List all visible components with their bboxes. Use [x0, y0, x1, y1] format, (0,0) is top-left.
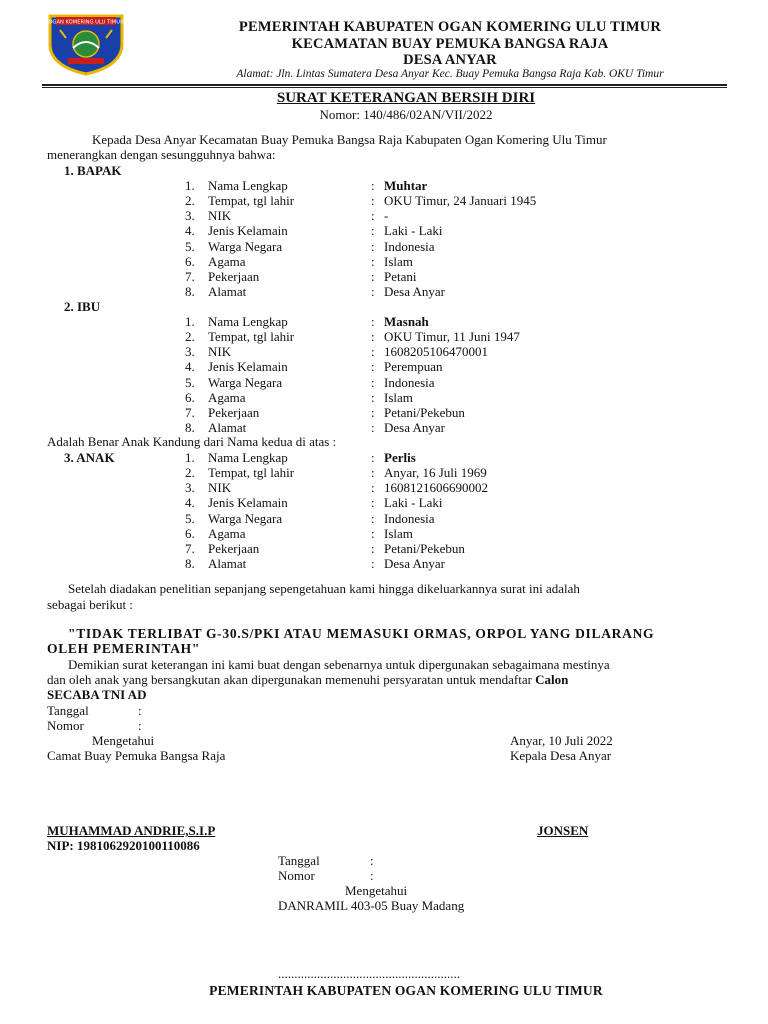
- field-value: OKU Timur, 11 Juni 1947: [384, 329, 520, 344]
- field-number: 3.: [185, 480, 195, 495]
- header-rule-thin: [42, 87, 727, 88]
- field-value: Laki - Laki: [384, 223, 443, 238]
- field-label: Jenis Kelamain: [208, 223, 288, 238]
- field-label: Nama Lengkap: [208, 178, 288, 193]
- field-colon: :: [371, 526, 375, 541]
- svg-text:OGAN KOMERING ULU TIMUR: OGAN KOMERING ULU TIMUR: [48, 19, 124, 26]
- field-colon: :: [371, 465, 375, 480]
- field-number: 8.: [185, 420, 195, 435]
- field-value: 1608205106470001: [384, 344, 488, 359]
- field-value: Petani/Pekebun: [384, 541, 465, 556]
- section-heading: 2. IBU: [64, 299, 101, 314]
- field-value: Desa Anyar: [384, 556, 446, 571]
- field-number: 7.: [185, 269, 195, 284]
- field-label: Tempat, tgl lahir: [208, 329, 295, 344]
- field-value: 1608121606690002: [384, 480, 488, 495]
- field-number: 2.: [185, 465, 195, 480]
- center-signature-dots: ........................................................: [278, 966, 460, 981]
- right-office: Kepala Desa Anyar: [510, 748, 612, 763]
- field-colon: :: [371, 359, 375, 374]
- field-label: Nama Lengkap: [208, 450, 288, 465]
- field-label: Jenis Kelamain: [208, 495, 288, 510]
- field-number: 1.: [185, 450, 195, 465]
- section-heading: 1. BAPAK: [64, 163, 122, 178]
- left-nomor-colon: :: [138, 718, 142, 733]
- paragraph-2-bold-calon: Calon: [535, 672, 569, 687]
- field-colon: :: [371, 329, 375, 344]
- field-colon: :: [371, 208, 375, 223]
- field-colon: :: [371, 223, 375, 238]
- field-colon: :: [371, 254, 375, 269]
- center-tanggal-label: Tanggal: [278, 853, 320, 868]
- paragraph-2-line-1: Demikian surat keterangan ini kami buat dengan sebenarnya untuk dipergunakan sebagaimana mestinya: [68, 657, 610, 672]
- field-colon: :: [371, 239, 375, 254]
- field-value: -: [384, 208, 389, 223]
- field-number: 6.: [185, 254, 195, 269]
- paragraph-2-line-2: dan oleh anak yang bersangkutan akan dipergunakan memenuhi persyaratan untuk mendaftar Calon: [47, 672, 569, 687]
- field-label: Nama Lengkap: [208, 314, 288, 329]
- field-number: 7.: [185, 405, 195, 420]
- left-tanggal-label: Tanggal: [47, 703, 89, 718]
- field-value: Desa Anyar: [384, 284, 446, 299]
- field-colon: :: [371, 480, 375, 495]
- field-value: Indonesia: [384, 239, 435, 254]
- field-label: Alamat: [208, 556, 247, 571]
- statement-line-1: "TIDAK TERLIBAT G-30.S/PKI ATAU MEMASUKI ORMAS, ORPOL YANG DILARANG: [68, 626, 655, 641]
- field-colon: :: [371, 193, 375, 208]
- header-district: KECAMATAN BUAY PEMUKA BANGSA RAJA: [291, 36, 609, 52]
- header-village: DESA ANYAR: [403, 52, 497, 68]
- field-colon: :: [371, 390, 375, 405]
- field-number: 5.: [185, 375, 195, 390]
- field-label: Tempat, tgl lahir: [208, 193, 295, 208]
- field-value: Islam: [384, 390, 413, 405]
- field-number: 1.: [185, 178, 195, 193]
- field-number: 8.: [185, 284, 195, 299]
- field-number: 3.: [185, 344, 195, 359]
- field-value: Anyar, 16 Juli 1969: [384, 465, 487, 480]
- field-value: OKU Timur, 24 Januari 1945: [384, 193, 537, 208]
- field-number: 1.: [185, 314, 195, 329]
- document-title: SURAT KETERANGAN BERSIH DIRI: [276, 90, 536, 106]
- field-value: Laki - Laki: [384, 495, 443, 510]
- field-label: Warga Negara: [208, 375, 283, 390]
- left-tanggal-colon: :: [138, 703, 142, 718]
- child-intro: Adalah Benar Anak Kandung dari Nama kedua di atas :: [47, 434, 337, 449]
- field-value: Indonesia: [384, 375, 435, 390]
- left-mengetahui: Mengetahui: [92, 733, 155, 748]
- left-office: Camat Buay Pemuka Bangsa Raja: [47, 748, 226, 763]
- field-colon: :: [371, 556, 375, 571]
- regency-emblem-logo: [46, 14, 126, 76]
- field-number: 2.: [185, 329, 195, 344]
- field-label: Warga Negara: [208, 511, 283, 526]
- field-label: Agama: [208, 526, 246, 541]
- field-number: 7.: [185, 541, 195, 556]
- field-number: 4.: [185, 223, 195, 238]
- field-value: Islam: [384, 254, 413, 269]
- field-value: Masnah: [384, 314, 429, 329]
- field-colon: :: [371, 511, 375, 526]
- field-number: 8.: [185, 556, 195, 571]
- left-signatory-name: MUHAMMAD ANDRIE,S.I.P: [47, 823, 216, 838]
- field-label: Jenis Kelamain: [208, 359, 288, 374]
- field-value: Islam: [384, 526, 413, 541]
- field-colon: :: [371, 284, 375, 299]
- field-colon: :: [371, 314, 375, 329]
- field-colon: :: [371, 269, 375, 284]
- paragraph-1-line-1: Setelah diadakan penelitian sepanjang sepengetahuan kami hingga dikeluarkannya surat ini adalah: [68, 581, 580, 596]
- field-value: Desa Anyar: [384, 420, 446, 435]
- field-value: Indonesia: [384, 511, 435, 526]
- field-value: Muhtar: [384, 178, 428, 193]
- field-number: 4.: [185, 495, 195, 510]
- field-value: Petani/Pekebun: [384, 405, 465, 420]
- center-tanggal-colon: :: [370, 853, 374, 868]
- field-value: Perlis: [384, 450, 416, 465]
- field-label: NIK: [208, 344, 232, 359]
- center-nomor-label: Nomor: [278, 868, 315, 883]
- field-value: Petani: [384, 269, 417, 284]
- header-address: Alamat: Jln. Lintas Sumatera Desa Anyar Kec. Buay Pemuka Bangsa Raja Kab. OKU Timur: [236, 68, 664, 80]
- field-colon: :: [371, 178, 375, 193]
- field-label: Agama: [208, 390, 246, 405]
- intro-line-2: menerangkan dengan sesungguhnya bahwa:: [47, 147, 276, 162]
- field-number: 2.: [185, 193, 195, 208]
- document-number: Nomor: 140/486/02AN/VII/2022: [319, 107, 493, 122]
- center-mengetahui: Mengetahui: [345, 883, 408, 898]
- field-colon: :: [371, 344, 375, 359]
- paragraph-2-bold-secaba: SECABA TNI AD: [47, 687, 147, 702]
- field-label: NIK: [208, 480, 232, 495]
- right-place-date: Anyar, 10 Juli 2022: [510, 733, 613, 748]
- field-number: 6.: [185, 390, 195, 405]
- field-label: Agama: [208, 254, 246, 269]
- header-government: PEMERINTAH KABUPATEN OGAN KOMERING ULU TIMUR: [238, 19, 662, 35]
- left-signatory-nip: NIP: 198106292010011008​6: [47, 838, 200, 853]
- field-number: 4.: [185, 359, 195, 374]
- field-label: Pekerjaan: [208, 269, 260, 284]
- header-rule-thick: [42, 84, 727, 86]
- field-label: Alamat: [208, 284, 247, 299]
- field-colon: :: [371, 541, 375, 556]
- paragraph-1-line-2: sebagai berikut :: [47, 597, 133, 612]
- field-label: Pekerjaan: [208, 541, 260, 556]
- field-number: 6.: [185, 526, 195, 541]
- center-nomor-colon: :: [370, 868, 374, 883]
- field-value: Perempuan: [384, 359, 443, 374]
- center-footer-government: PEMERINTAH KABUPATEN OGAN KOMERING ULU TIMUR: [209, 983, 603, 998]
- intro-line-1: Kepada Desa Anyar Kecamatan Buay Pemuka Bangsa Raja Kabupaten Ogan Komering Ulu Timur: [92, 132, 607, 147]
- field-label: Warga Negara: [208, 239, 283, 254]
- left-nomor-label: Nomor: [47, 718, 84, 733]
- field-colon: :: [371, 405, 375, 420]
- field-number: 5.: [185, 511, 195, 526]
- right-signatory-name: JONSEN: [537, 823, 589, 838]
- field-colon: :: [371, 420, 375, 435]
- field-label: Tempat, tgl lahir: [208, 465, 295, 480]
- field-colon: :: [371, 450, 375, 465]
- section-heading: 3. ANAK: [64, 450, 115, 465]
- field-number: 3.: [185, 208, 195, 223]
- center-office: DANRAMIL 403-05 Buay Madang: [278, 898, 465, 913]
- field-label: Pekerjaan: [208, 405, 260, 420]
- field-label: Alamat: [208, 420, 247, 435]
- field-label: NIK: [208, 208, 232, 223]
- field-number: 5.: [185, 239, 195, 254]
- field-colon: :: [371, 375, 375, 390]
- field-colon: :: [371, 495, 375, 510]
- statement-line-2: OLEH PEMERINTAH": [47, 641, 201, 656]
